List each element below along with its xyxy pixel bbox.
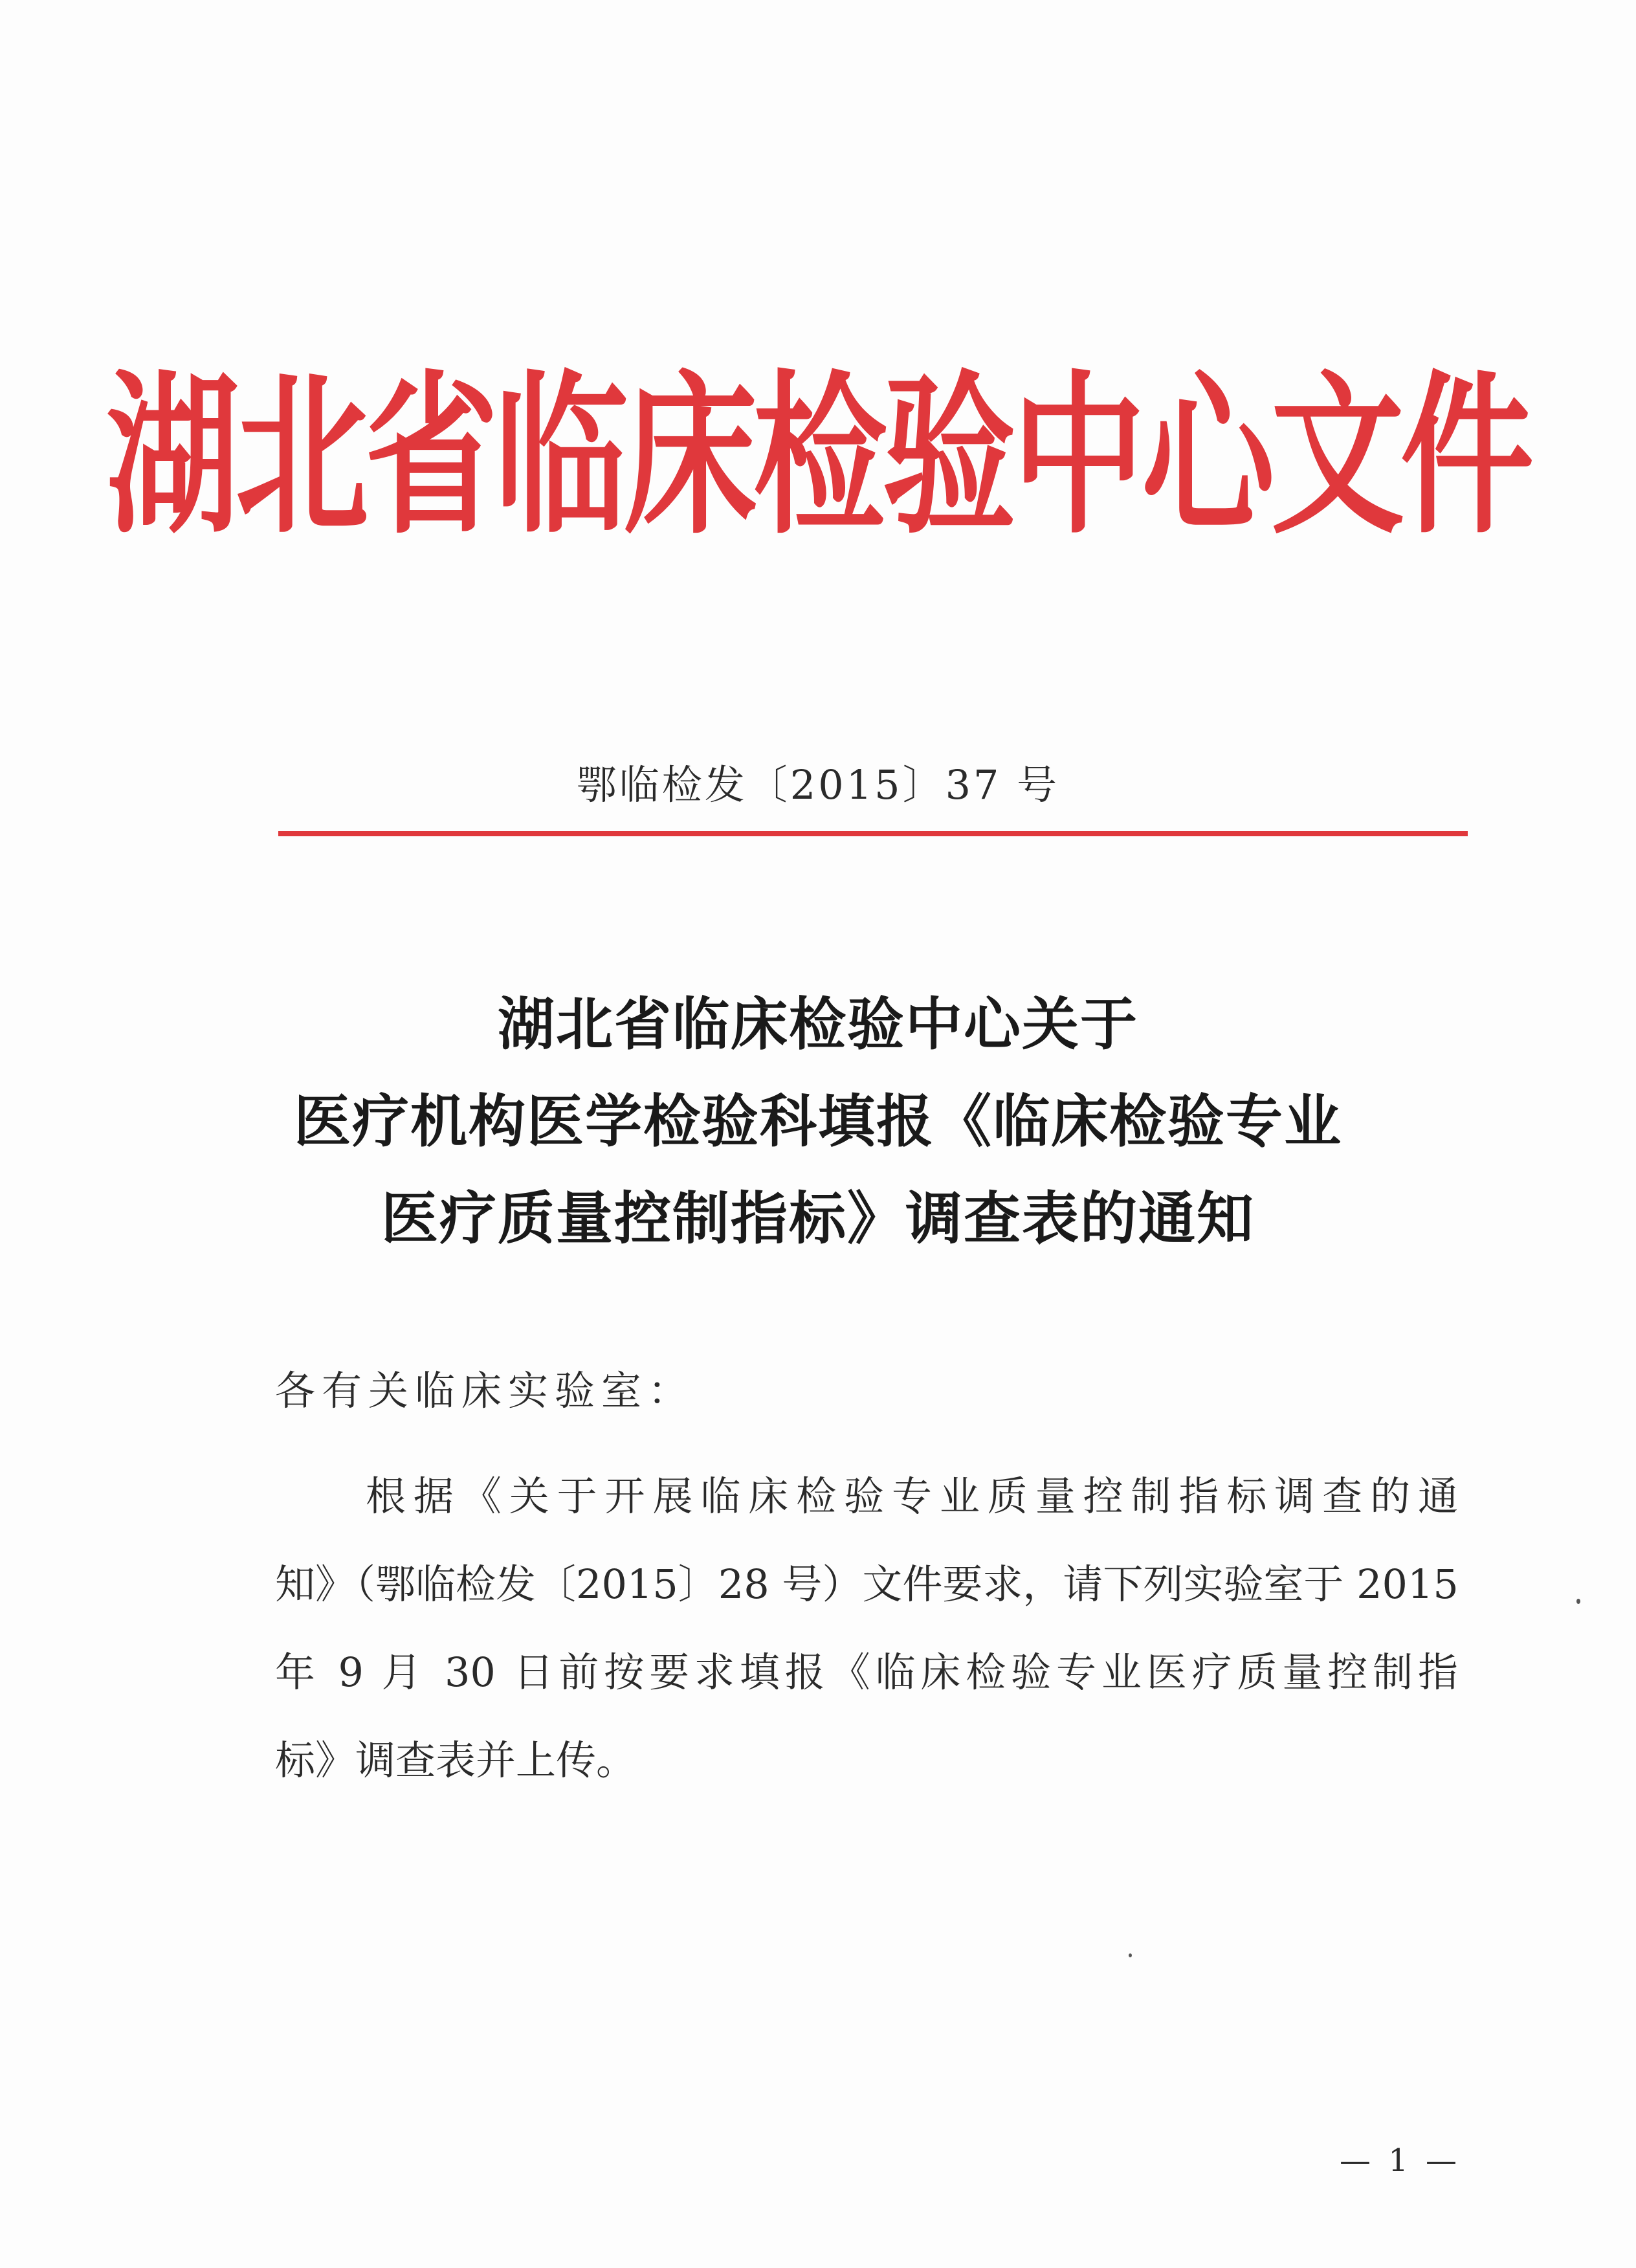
body-line: 年 9 月 30 日前按要求填报《临床检验专业医疗质量控制指 <box>275 1649 1458 1696</box>
scan-speck <box>1129 1953 1132 1957</box>
page-number: — 1 — <box>1340 2142 1461 2179</box>
scan-speck <box>1576 1599 1580 1604</box>
body-line: 标》调查表并上传。 <box>275 1737 637 1784</box>
body-paragraph <box>275 1452 1458 1805</box>
notice-title <box>0 976 1636 1267</box>
notice-title-line: 医疗质量控制指标》调查表的通知 <box>381 1185 1255 1252</box>
notice-title-line: 湖北省临床检验中心关于 <box>497 991 1138 1058</box>
red-divider-line <box>278 831 1468 836</box>
notice-title-line: 医疗机构医学检验科填报《临床检验专业 <box>293 1088 1342 1155</box>
body-line: 根据《关于开展临床检验专业质量控制指标调查的通 <box>366 1473 1458 1520</box>
body-line: 知》（鄂临检发〔2015〕28 号）文件要求，请下列实验室于 2015 <box>275 1561 1459 1608</box>
document-number: 鄂临检发〔2015〕37 号 <box>576 761 1060 808</box>
issuing-authority-header: 湖北省临床检验中心文件 <box>105 353 1530 558</box>
salutation: 各有关临床实验室： <box>275 1367 695 1414</box>
